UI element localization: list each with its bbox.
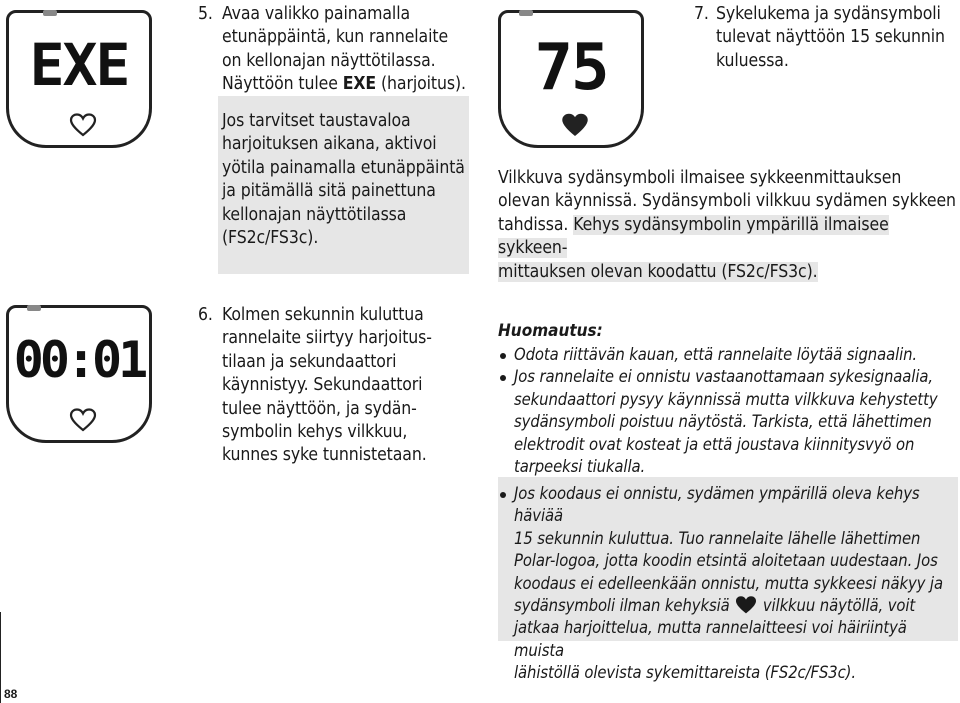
note-list	[498, 344, 958, 478]
note-item: Jos koodaus ei onnistu, sydämen ympärillä oleva kehys häviää 15 sekunnin kuluttua. Tuo rannelaite lähelle lähettimen Polar-logoa, jotta koodin etsintä aloitetaan uudestaan. Jos koodaus ei edelleenkään onnistu, mutta sykkeesi näkyy ja sydänsymboli ilman kehyksiä vilkkuu näytöllä, voit jatkaa harjoittelua, mutta rannelaitteesi voi häiriintyä muista lähistöllä olevista sykemittareista (FS2c/FS3c).	[498, 483, 958, 685]
note-item: Jos rannelaite ei onnistu vastaanottamaan sykesignaalia, sekundaattori pysyy käynnissä mutta vilkkuva kehystetty sydänsymboli poistuu näytöstä. Tarkista, että lähettimen elektrodit ovat kosteat ja että joustava kiinnitysvyö on tarpeeksi tiukalla.	[498, 366, 958, 478]
heart-outline-icon	[69, 408, 97, 432]
coded-highlight: mittauksen olevan koodattu (FS2c/FS3c).	[498, 261, 818, 282]
text-line: Sykelukema ja sydänsymboli	[716, 4, 941, 24]
text-line: symbolin kehys vilkkuu,	[222, 422, 408, 443]
text-line: Jos tarvitset taustavaloa	[222, 111, 411, 131]
watch-digits: 75	[534, 31, 608, 105]
text-line: tulevat näyttöön 15 sekunnin	[716, 27, 945, 48]
blink-paragraph	[498, 167, 958, 284]
watch-display-heart-rate	[498, 10, 644, 148]
text-line: kunnes syke tunnistetaan.	[222, 445, 427, 466]
watch-digits: EXE	[29, 31, 129, 99]
note-title: Huomautus:	[498, 321, 603, 341]
text-line: etunäppäintä, kun rannelaite	[222, 27, 449, 48]
text-line: yötila painamalla etunäppäintä	[222, 157, 465, 178]
coded-highlight: Kehys sydänsymbolin ympärillä ilmaisee sykkeen-	[498, 214, 889, 259]
watch-button-tab	[43, 10, 57, 16]
text-line: Vilkkuva sydänsymboli ilmaisee sykkeenmittauksen	[498, 168, 902, 188]
text-line: tulee näyttöön, ja sydän-	[222, 398, 417, 419]
watch-digits: 00:01	[13, 331, 145, 389]
heart-outline-icon	[69, 113, 97, 137]
watch-display-stopwatch	[6, 305, 152, 443]
note-section	[498, 320, 958, 478]
exe-term: EXE	[342, 74, 377, 95]
note-list	[498, 477, 958, 685]
text-line: olevan käynnissä. Sydänsymboli vilkkuu sydämen sykkeen	[498, 191, 956, 212]
heart-filled-icon	[561, 113, 589, 137]
text-line	[498, 261, 958, 284]
watch-button-tab	[27, 305, 41, 311]
text-line: kuluessa.	[716, 50, 789, 71]
step-6-text	[222, 304, 462, 468]
page-margin-bar	[0, 612, 1, 703]
text-line: on kellonajan näyttötilassa.	[222, 50, 436, 71]
text-line: rannelaite siirtyy harjoitus-	[222, 328, 432, 349]
text-line: tilaan ja sekundaattori	[222, 351, 397, 372]
text-line: tahdissa. Kehys sydänsymbolin ympärillä ilmaisee sykkeen-	[498, 214, 889, 259]
text-line: käynnistyy. Sekundaattori	[222, 375, 423, 396]
text-line: Avaa valikko painamalla	[222, 4, 411, 24]
step-number: 6.	[198, 305, 213, 325]
step-number: 7.	[694, 4, 709, 24]
text-line: harjoituksen aikana, aktivoi	[222, 134, 437, 155]
text-line: Kolmen sekunnin kuluttua	[222, 305, 424, 325]
note-item: Odota riittävän kauan, että rannelaite löytää signaalin.	[498, 344, 958, 366]
heart-filled-icon	[734, 595, 758, 615]
step-number: 5.	[198, 4, 213, 24]
text-line: (FS2c/FS3c).	[222, 228, 319, 249]
step-5-text	[222, 3, 472, 97]
text-line: ja pitämällä sitä painettuna	[222, 181, 436, 202]
text-line: Näyttöön tulee EXE (harjoitus).	[222, 74, 466, 95]
coding-note-box	[498, 477, 958, 683]
watch-button-tab	[519, 10, 533, 16]
text-line: kellonajan näyttötilassa	[222, 204, 407, 225]
step-7-text	[716, 3, 956, 73]
backlight-tip	[218, 96, 469, 274]
page-number: 88	[4, 687, 18, 701]
watch-display-exe	[6, 10, 152, 148]
